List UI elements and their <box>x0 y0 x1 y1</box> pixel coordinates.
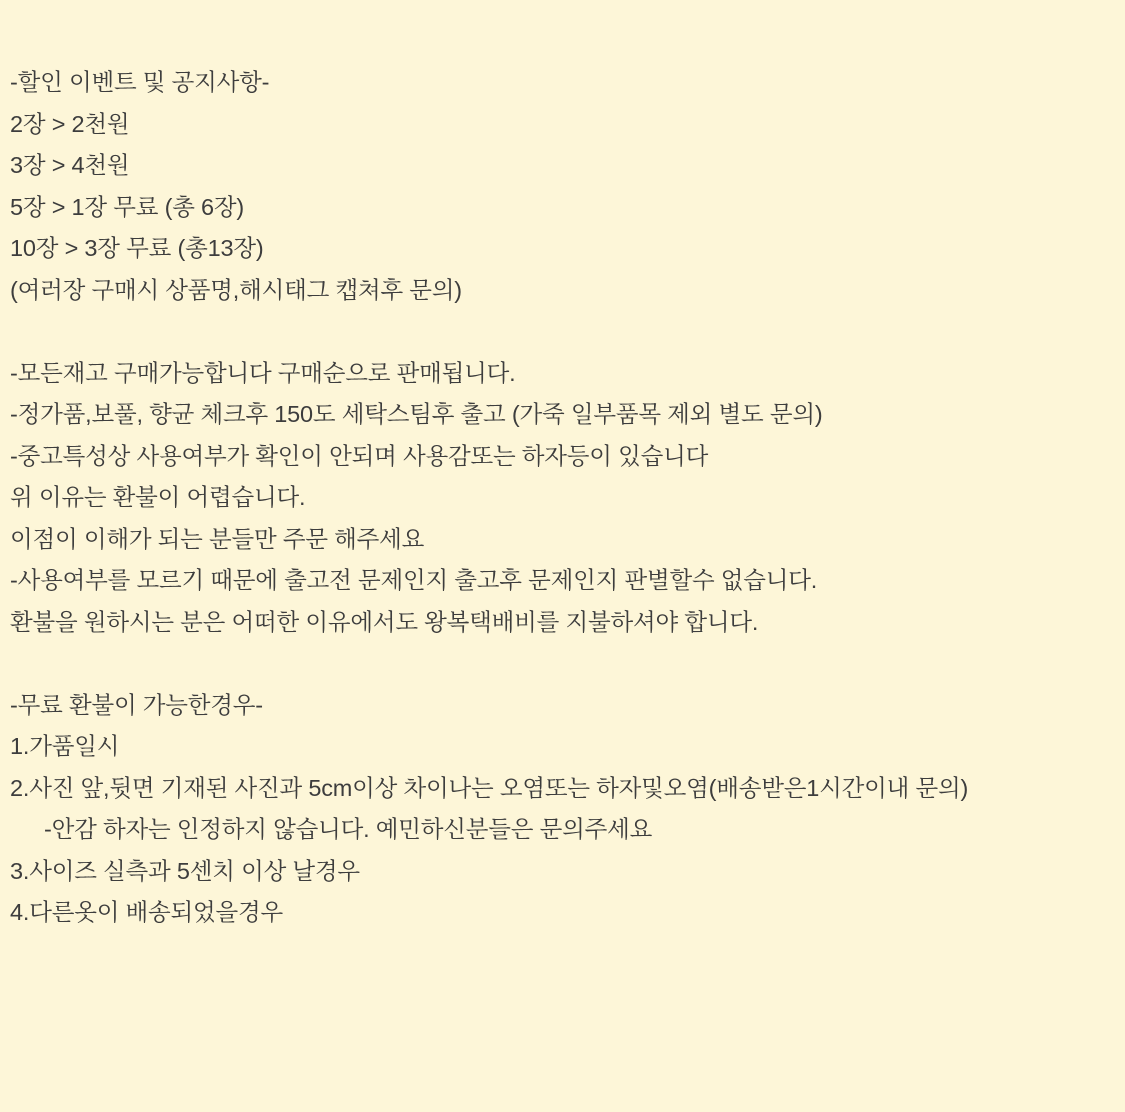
condition-line: -정가품,보풀, 향균 체크후 150도 세탁스팀후 출고 (가죽 일부품목 제외 별도 문의) <box>10 401 823 427</box>
refund-case-item: 1.가품일시 <box>10 733 120 759</box>
discount-line: (여러장 구매시 상품명,해시태그 캡쳐후 문의) <box>10 276 462 303</box>
discount-line: 2장 > 2천원 <box>10 110 130 137</box>
refund-case-item: 2.사진 앞,뒷면 기재된 사진과 5cm이상 차이나는 오염또는 하자및오염(배송받은1시간이내 문의) <box>10 774 969 801</box>
refund-case-subitem: -안감 하자는 인정하지 않습니다. 예민하신분들은 문의주세요 <box>44 816 653 842</box>
condition-line: -중고특성상 사용여부가 확인이 안되며 사용감또는 하자등이 있습니다 <box>10 442 709 469</box>
refund-case-item: 3.사이즈 실측과 5센치 이상 날경우 <box>10 857 360 884</box>
condition-line: -모든재고 구매가능합니다 구매순으로 판매됩니다. <box>10 359 516 386</box>
stock-and-condition-section <box>10 353 1109 644</box>
free-refund-heading: -무료 환불이 가능한경우- <box>10 691 263 718</box>
section-spacer <box>10 643 1109 685</box>
discount-line: 3장 > 4천원 <box>10 152 130 178</box>
refund-case-item: 4.다른옷이 배송되었을경우 <box>10 899 284 925</box>
discount-notice-section <box>10 62 1109 311</box>
condition-line: 환불을 원하시는 분은 어떠한 이유에서도 왕복택배비를 지불하셔야 합니다. <box>10 608 759 635</box>
discount-line: 5장 > 1장 무료 (총 6장) <box>10 193 245 220</box>
free-refund-cases-section <box>10 685 1109 934</box>
discount-notice-heading: -할인 이벤트 및 공지사항- <box>10 69 270 95</box>
section-spacer <box>10 311 1109 353</box>
condition-line: 이점이 이해가 되는 분들만 주문 해주세요 <box>10 525 425 552</box>
discount-line: 10장 > 3장 무료 (총13장) <box>10 235 264 261</box>
condition-line: -사용여부를 모르기 때문에 출고전 문제인지 출고후 문제인지 판별할수 없습니다. <box>10 567 818 593</box>
condition-line: 위 이유는 환불이 어렵습니다. <box>10 484 306 510</box>
